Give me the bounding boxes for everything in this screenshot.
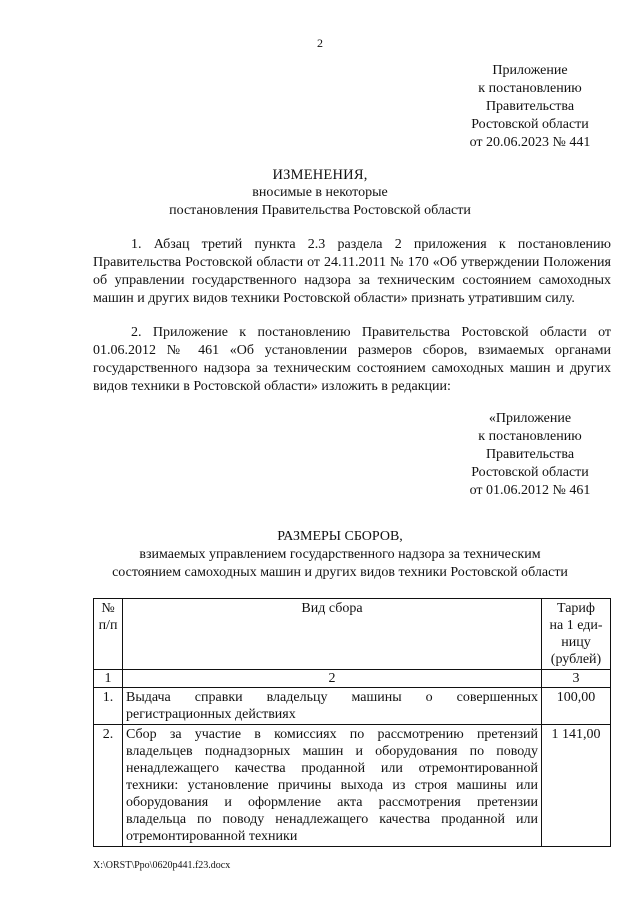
appendix-header bbox=[448, 62, 612, 152]
row-tarif: 100,00 bbox=[542, 688, 611, 725]
changes-subtitle: вносимые в некоторые bbox=[252, 185, 388, 200]
fees-table bbox=[93, 598, 611, 847]
row-name: Сбор за участие в комиссиях по рассмотрению претензий владельцев поднадзорных машин и оборудования по поводу ненадлежащего качества проданной или отремонтированной техники: установление причины выхода из строя машины или оборудования и оформление акта рассмотрения претензии владельца по поводу ненадлежащего качества проданной или отремонтированной техники bbox=[123, 725, 542, 847]
table-row bbox=[94, 725, 611, 847]
header-tarif-line: ницу bbox=[561, 635, 591, 650]
header-num-line: № bbox=[101, 601, 115, 616]
header-name: Вид сбора bbox=[123, 599, 542, 670]
table-header-row bbox=[94, 599, 611, 670]
paragraph-2: 2. Приложение к постановлению Правительства Ростовской области от 01.06.2012 № 461 «Об установлении размеров сборов, взимаемых органами государственного надзора за техническим состоянием самоходных машин и других видов техники в Ростовской области» изложить в редакции: bbox=[93, 325, 611, 394]
row-num: 1. bbox=[94, 688, 123, 725]
row-tarif: 1 141,00 bbox=[542, 725, 611, 847]
appendix-line: Ростовской области bbox=[471, 117, 589, 132]
appendix-line: от 20.06.2023 № 441 bbox=[469, 135, 591, 150]
appendix-line: «Приложение bbox=[488, 411, 572, 426]
appendix-line: Ростовской области bbox=[471, 465, 589, 480]
appendix-line: Правительства bbox=[485, 99, 575, 114]
appendix-quote bbox=[448, 410, 612, 500]
header-num bbox=[94, 599, 123, 670]
appendix-line: Приложение bbox=[492, 63, 568, 78]
fees-title: РАЗМЕРЫ СБОРОВ, bbox=[277, 529, 403, 544]
paragraph-1: 1. Абзац третий пункта 2.3 раздела 2 приложения к постановлению Правительства Ростовской области от 24.11.2011 № 170 «Об утверждении Положения об управлении государственного надзора за техническим состоянием самоходных машин и других видов техники Ростовской области» признать утратившим силу. bbox=[93, 237, 611, 306]
header-tarif bbox=[542, 599, 611, 670]
header-num-line: п/п bbox=[98, 618, 118, 633]
changes-subtitle: постановления Правительства Ростовской области bbox=[169, 203, 471, 218]
page-number: 2 bbox=[317, 36, 323, 50]
header-tarif-line: на 1 еди- bbox=[549, 618, 603, 633]
table-row bbox=[94, 688, 611, 725]
row-num: 2. bbox=[94, 725, 123, 847]
index-cell: 2 bbox=[123, 670, 542, 688]
appendix-line: к постановлению bbox=[478, 429, 582, 444]
fees-heading bbox=[40, 528, 640, 582]
table-index-row bbox=[94, 670, 611, 688]
appendix-line: к постановлению bbox=[478, 81, 582, 96]
fees-subtitle: взимаемых управлением государственного надзора за техническим bbox=[139, 547, 541, 562]
appendix-line: от 01.06.2012 № 461 bbox=[469, 483, 591, 498]
index-cell: 1 bbox=[94, 670, 123, 688]
header-tarif-line: Тариф bbox=[557, 601, 595, 616]
changes-title: ИЗМЕНЕНИЯ, bbox=[272, 167, 368, 183]
appendix-line: Правительства bbox=[485, 447, 575, 462]
row-name: Выдача справки владельцу машины о совершенных регистрационных действиях bbox=[123, 688, 542, 725]
index-cell: 3 bbox=[542, 670, 611, 688]
file-path-footer: X:\ORST\Ppo\0620p441.f23.docx bbox=[93, 860, 231, 871]
fees-subtitle: состоянием самоходных машин и других видов техники Ростовской области bbox=[112, 565, 568, 580]
changes-heading bbox=[70, 166, 570, 220]
header-tarif-line: (рублей) bbox=[550, 652, 602, 667]
